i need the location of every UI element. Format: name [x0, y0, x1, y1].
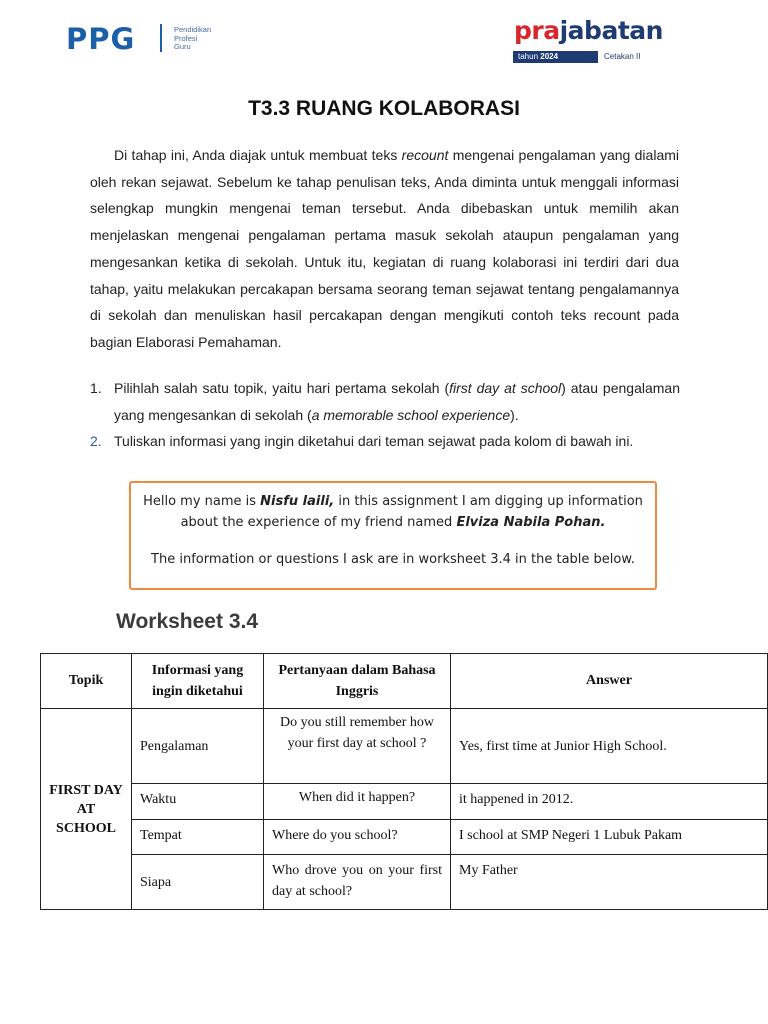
tahun-badge [513, 51, 598, 63]
intro-paragraph [90, 142, 679, 356]
page-header [0, 0, 768, 82]
question-cell: Where do you school? [264, 820, 451, 855]
step-italic: a memorable school experience [311, 406, 511, 423]
answer-cell: it happened in 2012. [451, 784, 768, 820]
prajabatan-logo-rest: jabatan [559, 16, 663, 45]
table-row [41, 784, 768, 820]
ppg-sub-line: Pendidikan [174, 25, 212, 34]
intro-text-b: mengenai pengalaman yang dialami oleh rekan sejawat. Sebelum ke tahap penulisan teks, Anda diminta untuk menggali informasi selengkap mungkin mengenai teman tersebut. Anda dibebaskan untuk memilih akan menjelaskan mengenai pengalaman pertama masuk sekolah ataupun pengalaman yang mengesankan ketika di sekolah. Untuk itu, kegiatan di ruang kolaborasi ini terdiri dari dua tahap, yaitu melakukan percakapan bersama seorang teman sejawat tentang pengalamannya di sekolah dan menuliskan hasil percakapan dengan mengikuti contoh teks recount pada bagian Elaborasi Pemahaman. [90, 147, 679, 350]
prajabatan-logo [514, 16, 663, 45]
answer-cell: Yes, first time at Junior High School. [451, 709, 768, 784]
cetakan-label: Cetakan II [604, 52, 641, 61]
intro-italic: recount [401, 147, 449, 163]
step-text: Tuliskan informasi yang ingin diketahui dari teman sejawat pada kolom di bawah ini. [114, 433, 634, 449]
info-cell: Pengalaman [132, 709, 264, 784]
page-title: T3.3 RUANG KOLABORASI [248, 97, 520, 120]
tahun-label: tahun [518, 52, 539, 61]
ppg-logo: PPG [66, 22, 136, 56]
ppg-subtitle [174, 26, 211, 52]
table-row [41, 820, 768, 855]
answer-cell: My Father [451, 855, 768, 910]
intro-text-a: Di tahap ini, Anda diajak untuk membuat teks [114, 147, 402, 163]
question-cell: Do you still remember how your first day at school ? [264, 709, 451, 784]
info-cell: Siapa [132, 855, 264, 910]
step-text: ). [510, 406, 519, 423]
header-informasi: Informasi yang ingin diketahui [132, 654, 264, 709]
question-cell: Who drove you on your first day at school? [264, 855, 451, 910]
info-cell: Waktu [132, 784, 264, 820]
list-number: 2. [90, 433, 102, 449]
info-cell: Tempat [132, 820, 264, 855]
list-number: 1. [90, 380, 102, 396]
worksheet-title: Worksheet 3.4 [116, 610, 259, 633]
note-name: Nisfu laili, [260, 494, 335, 509]
worksheet-table [40, 653, 768, 910]
note-text: about the experience of my friend named [180, 515, 457, 530]
table-header-row [41, 654, 768, 709]
step-text: ) atau pengalaman yang mengesankan di sekolah ( [114, 380, 680, 423]
note-friend-name: Elviza Nabila Pohan. [456, 515, 606, 530]
note-intro [131, 491, 655, 533]
table-row [41, 855, 768, 910]
header-pertanyaan: Pertanyaan dalam Bahasa Inggris [264, 654, 451, 709]
prajabatan-logo-red: pra [514, 16, 560, 45]
answer-cell: I school at SMP Negeri 1 Lubuk Pakam [451, 820, 768, 855]
question-cell: When did it happen? [264, 784, 451, 820]
topic-cell: FIRST DAY AT SCHOOL [41, 709, 132, 910]
list-item [90, 428, 680, 455]
tahun-year: 2024 [540, 52, 559, 61]
note-box [129, 481, 657, 590]
header-answer: Answer [451, 654, 768, 709]
table-row [41, 709, 768, 784]
ppg-sub-line: Guru [174, 42, 191, 51]
header-topik: Topik [41, 654, 132, 709]
step-text: Pilihlah salah satu topik, yaitu hari pertama sekolah ( [114, 380, 450, 396]
note-text: Hello my name is [143, 494, 261, 509]
note-text: in this assignment I am digging up information [334, 494, 643, 509]
note-info: The information or questions I ask are in worksheet 3.4 in the table below. [151, 552, 635, 567]
ppg-sub-line: Profesi [174, 33, 198, 43]
list-item [90, 375, 680, 428]
logo-divider [160, 24, 162, 52]
steps-list [90, 375, 680, 455]
step-italic: first day at school [449, 380, 562, 396]
